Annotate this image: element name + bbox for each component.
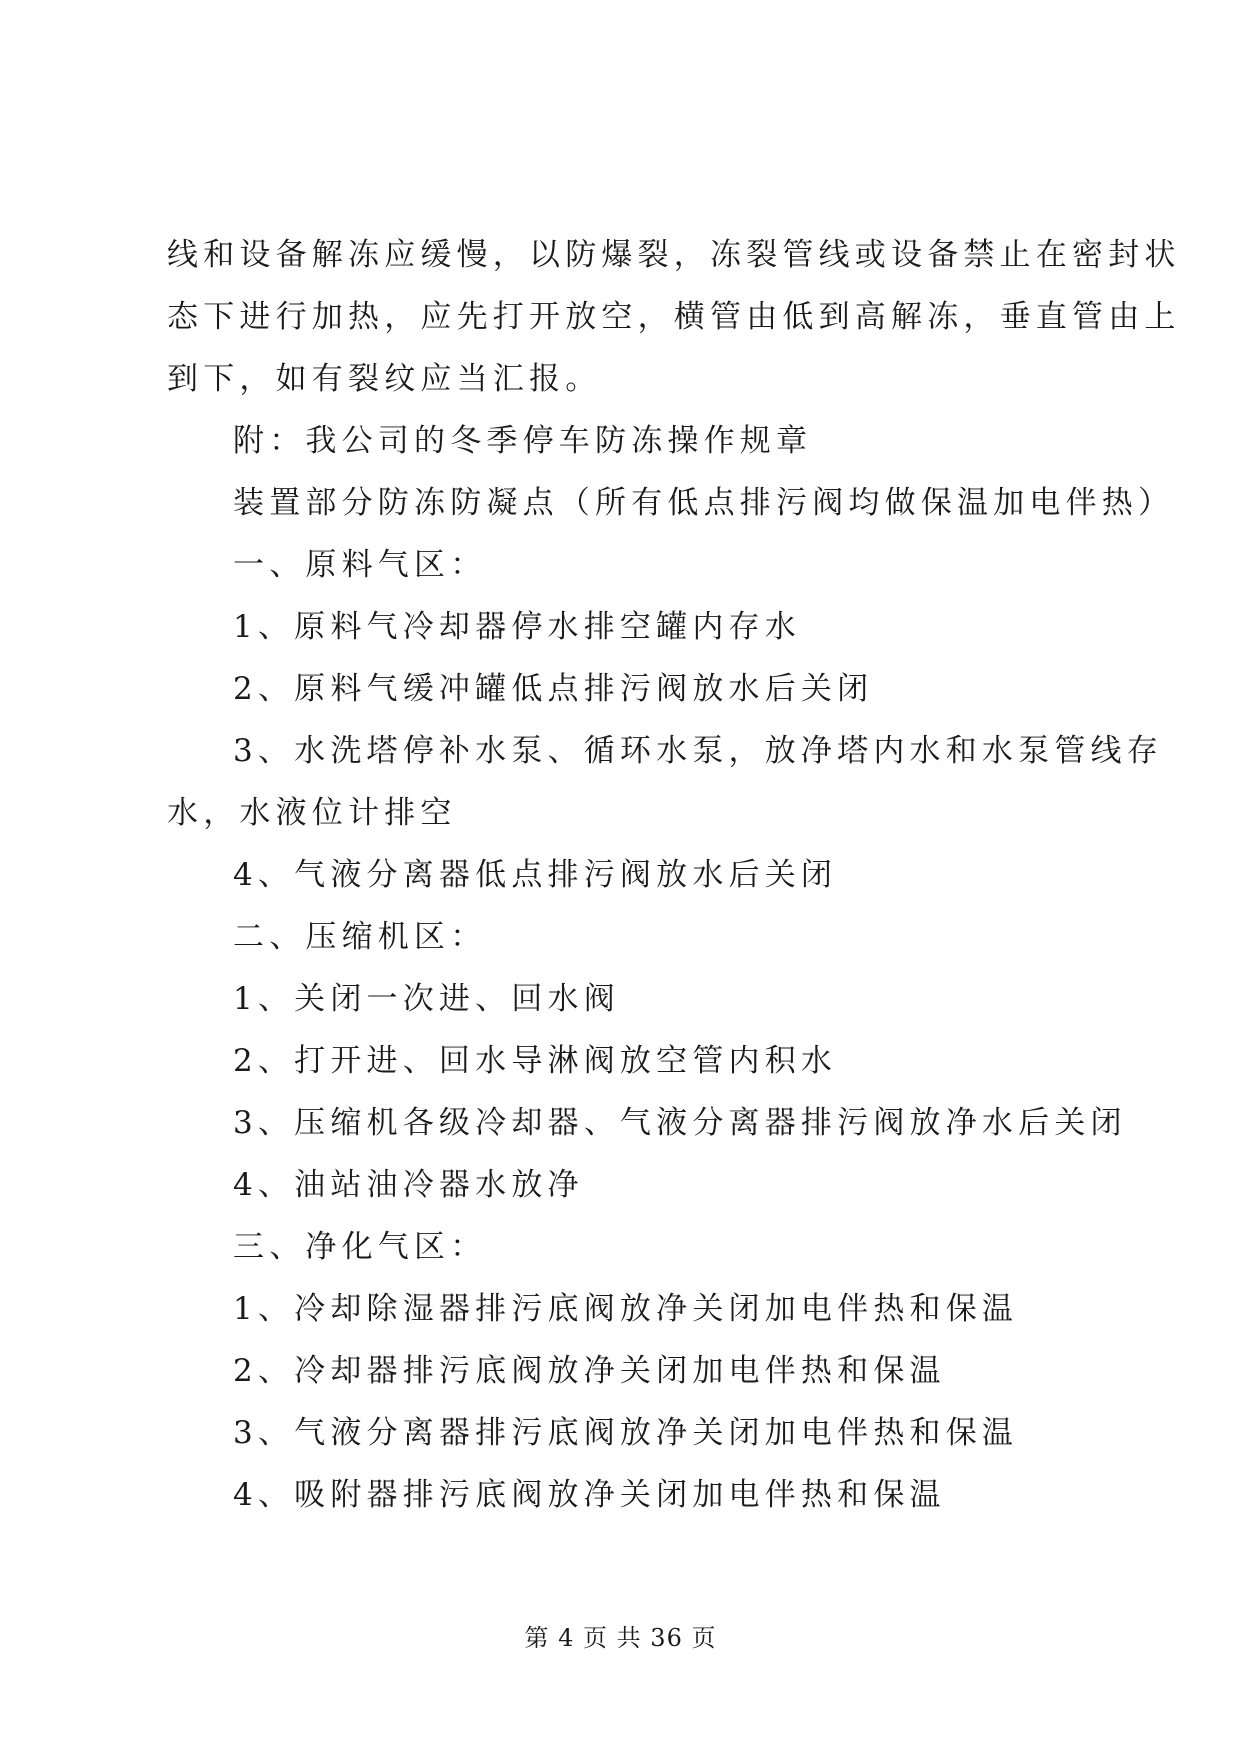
section-heading: 三、净化气区： (233, 1229, 487, 1265)
list-item: 4、油站油冷器水放净 (233, 1167, 584, 1203)
page-number-footer: 第 4 页 共 36 页 (524, 1624, 717, 1652)
list-item: 1、原料气冷却器停水排空罐内存水 (233, 609, 801, 645)
paragraph-line: 到下，如有裂纹应当汇报。 (167, 361, 602, 397)
list-item: 2、原料气缓冲罐低点排污阀放水后关闭 (233, 671, 874, 707)
list-item: 4、气液分离器低点排污阀放水后关闭 (233, 857, 838, 893)
list-item: 3、水洗塔停补水泵、循环水泵，放净塔内水和水泵管线存 (233, 733, 1163, 769)
appendix-title: 附：我公司的冬季停车防冻操作规章 (233, 423, 813, 459)
appendix-intro: 装置部分防冻防凝点（所有低点排污阀均做保温加电伴热） (233, 485, 1175, 521)
list-item: 1、冷却除湿器排污底阀放净关闭加电伴热和保温 (233, 1291, 1019, 1327)
list-item: 2、冷却器排污底阀放净关闭加电伴热和保温 (233, 1353, 946, 1389)
paragraph-line: 线和设备解冻应缓慢，以防爆裂，冻裂管线或设备禁止在密封状 (167, 237, 1181, 273)
list-item: 1、关闭一次进、回水阀 (233, 981, 620, 1017)
list-item: 2、打开进、回水导淋阀放空管内积水 (233, 1043, 838, 1079)
section-heading: 一、原料气区： (233, 547, 487, 583)
list-item: 4、吸附器排污底阀放净关闭加电伴热和保温 (233, 1477, 946, 1513)
section-heading: 二、压缩机区： (233, 919, 487, 955)
paragraph-line: 态下进行加热，应先打开放空，横管由低到高解冻，垂直管由上 (167, 299, 1181, 335)
list-item: 3、压缩机各级冷却器、气液分离器排污阀放净水后关闭 (233, 1105, 1127, 1141)
document-body (167, 224, 1181, 1526)
list-item: 3、气液分离器排污底阀放净关闭加电伴热和保温 (233, 1415, 1019, 1451)
list-item-continuation: 水，水液位计排空 (167, 795, 457, 831)
